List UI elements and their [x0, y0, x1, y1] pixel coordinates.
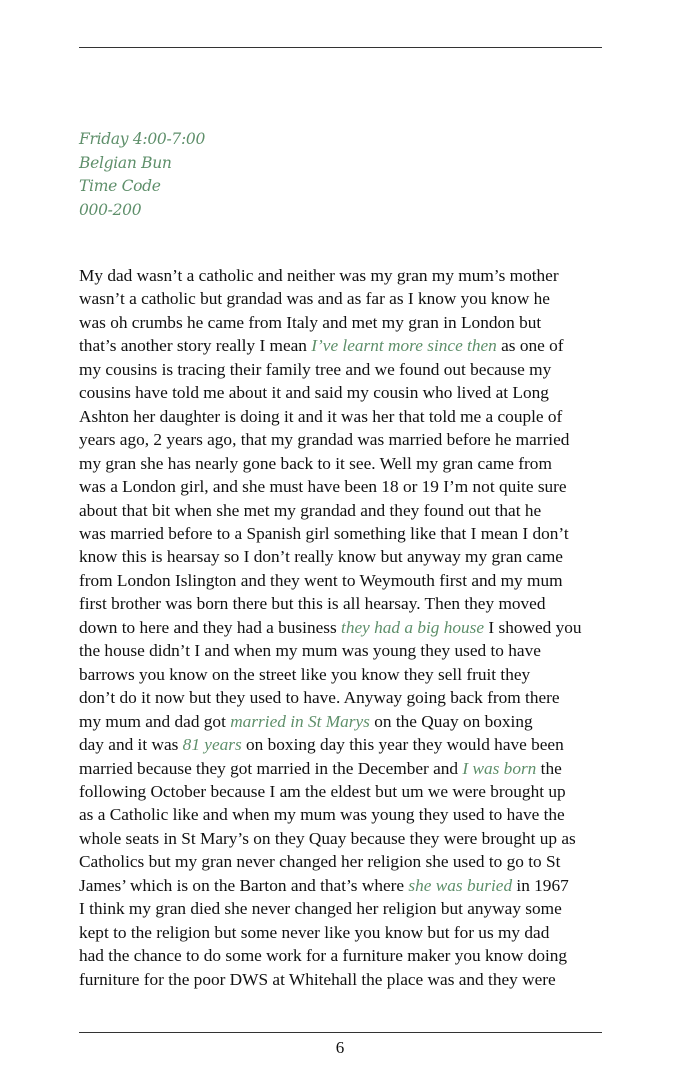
transcript-text: Ashton her daughter is doing it and it was her that told me a couple of [79, 406, 563, 426]
transcript-line [79, 850, 619, 873]
transcript-text: I showed you [484, 617, 582, 637]
highlighted-phrase: she was buried [408, 875, 513, 895]
page-number: 6 [335, 1038, 345, 1057]
session-info [79, 128, 205, 222]
transcript-line [79, 921, 619, 944]
transcript-line [79, 358, 619, 381]
transcript-line [79, 381, 619, 404]
transcript-text: cousins have told me about it and said my cousin who lived at Long [79, 383, 549, 403]
transcript-line [79, 499, 619, 522]
transcript-line [79, 686, 619, 709]
transcript-line [79, 733, 619, 756]
highlighted-phrase: they had a big house [341, 617, 485, 637]
transcript-text: my mum and dad got [79, 711, 231, 731]
transcript-text: don’t do it now but they used to have. Anyway going back from there [79, 688, 560, 708]
transcript-line [79, 663, 619, 686]
transcript-text: my gran she has nearly gone back to it see. Well my gran came from [79, 453, 552, 473]
transcript-text: on boxing day this year they would have been [241, 735, 564, 755]
transcript-text: from London Islington and they went to Weymouth first and my mum [79, 570, 563, 590]
transcript-line [79, 569, 619, 592]
transcript-text: on the Quay on boxing [369, 711, 533, 731]
transcript-text: my cousins is tracing their family tree and we found out because my [79, 359, 552, 379]
transcript-text: Catholics but my gran never changed her religion she used to go to St [79, 852, 561, 872]
transcript-text: whole seats in St Mary’s on they Quay because they were brought up as [79, 828, 576, 848]
transcript-text: day and it was [79, 735, 183, 755]
transcript-line [79, 803, 619, 826]
transcript-text: the [536, 758, 562, 778]
transcript-text: as one of [496, 336, 564, 356]
time-code-value: 000-200 [79, 200, 142, 219]
transcript-line [79, 827, 619, 850]
transcript-line [79, 452, 619, 475]
footer-rule [79, 1032, 602, 1033]
transcript-line [79, 334, 619, 357]
time-code-label: Time Code [79, 177, 161, 195]
transcript-text: down to here and they had a business [79, 617, 342, 637]
highlighted-phrase: married in St Marys [230, 711, 370, 731]
transcript-text: know this is hearsay so I don’t really know but anyway my gran came [79, 547, 563, 567]
transcript-text: in 1967 [512, 875, 569, 895]
transcript-text: kept to the religion but some never like you know but for us my dad [79, 922, 550, 942]
transcript-text: James’ which is on the Barton and that’s where [79, 875, 409, 895]
transcript-text: I think my gran died she never changed her religion but anyway some [79, 899, 562, 919]
transcript-body [79, 264, 619, 991]
transcript-line [79, 710, 619, 733]
transcript-line [79, 780, 619, 803]
transcript-line [79, 616, 619, 639]
transcript-line [79, 522, 619, 545]
transcript-text: barrows you know on the street like you know they sell fruit they [79, 664, 531, 684]
transcript-line [79, 897, 619, 920]
transcript-line [79, 968, 619, 991]
transcript-line [79, 475, 619, 498]
transcript-text: following October because I am the eldest but um we were brought up [79, 781, 566, 801]
transcript-text: years ago, 2 years ago, that my grandad was married before he married [79, 430, 570, 450]
transcript-line [79, 545, 619, 568]
transcript-line [79, 264, 619, 287]
transcript-text: about that bit when she met my grandad and they found out that he [79, 500, 542, 520]
highlighted-phrase: I’ve learnt more since then [311, 336, 497, 356]
transcript-text: furniture for the poor DWS at Whitehall the place was and they were [79, 969, 556, 989]
session-day-time: Friday 4:00-7:00 [79, 130, 206, 148]
transcript-line [79, 311, 619, 334]
highlighted-phrase: I was born [462, 758, 537, 778]
transcript-text: wasn’t a catholic but grandad was and as far as I know you know he [79, 289, 550, 309]
header-rule [79, 47, 602, 48]
transcript-text: was a London girl, and she must have been 18 or 19 I’m not quite sure [79, 477, 567, 497]
transcript-line [79, 287, 619, 310]
transcript-text: was oh crumbs he came from Italy and met my gran in London but [79, 312, 542, 332]
transcript-line [79, 639, 619, 662]
highlighted-phrase: 81 years [182, 735, 242, 755]
transcript-line [79, 428, 619, 451]
transcript-text: had the chance to do some work for a furniture maker you know doing [79, 946, 568, 966]
transcript-line [79, 592, 619, 615]
transcript-text: My dad wasn’t a catholic and neither was my gran my mum’s mother [79, 266, 559, 285]
session-location: Belgian Bun [79, 153, 172, 172]
transcript-line [79, 757, 619, 780]
transcript-text: as a Catholic like and when my mum was young they used to have the [79, 805, 565, 825]
transcript-line [79, 874, 619, 897]
transcript-text: that’s another story really I mean [79, 336, 312, 356]
transcript-line [79, 944, 619, 967]
transcript-line [79, 405, 619, 428]
transcript-text: was married before to a Spanish girl something like that I mean I don’t [79, 523, 569, 543]
transcript-text: married because they got married in the December and [79, 758, 463, 778]
transcript-text: the house didn’t I and when my mum was young they used to have [79, 641, 541, 661]
transcript-text: first brother was born there but this is all hearsay. Then they moved [79, 594, 546, 614]
